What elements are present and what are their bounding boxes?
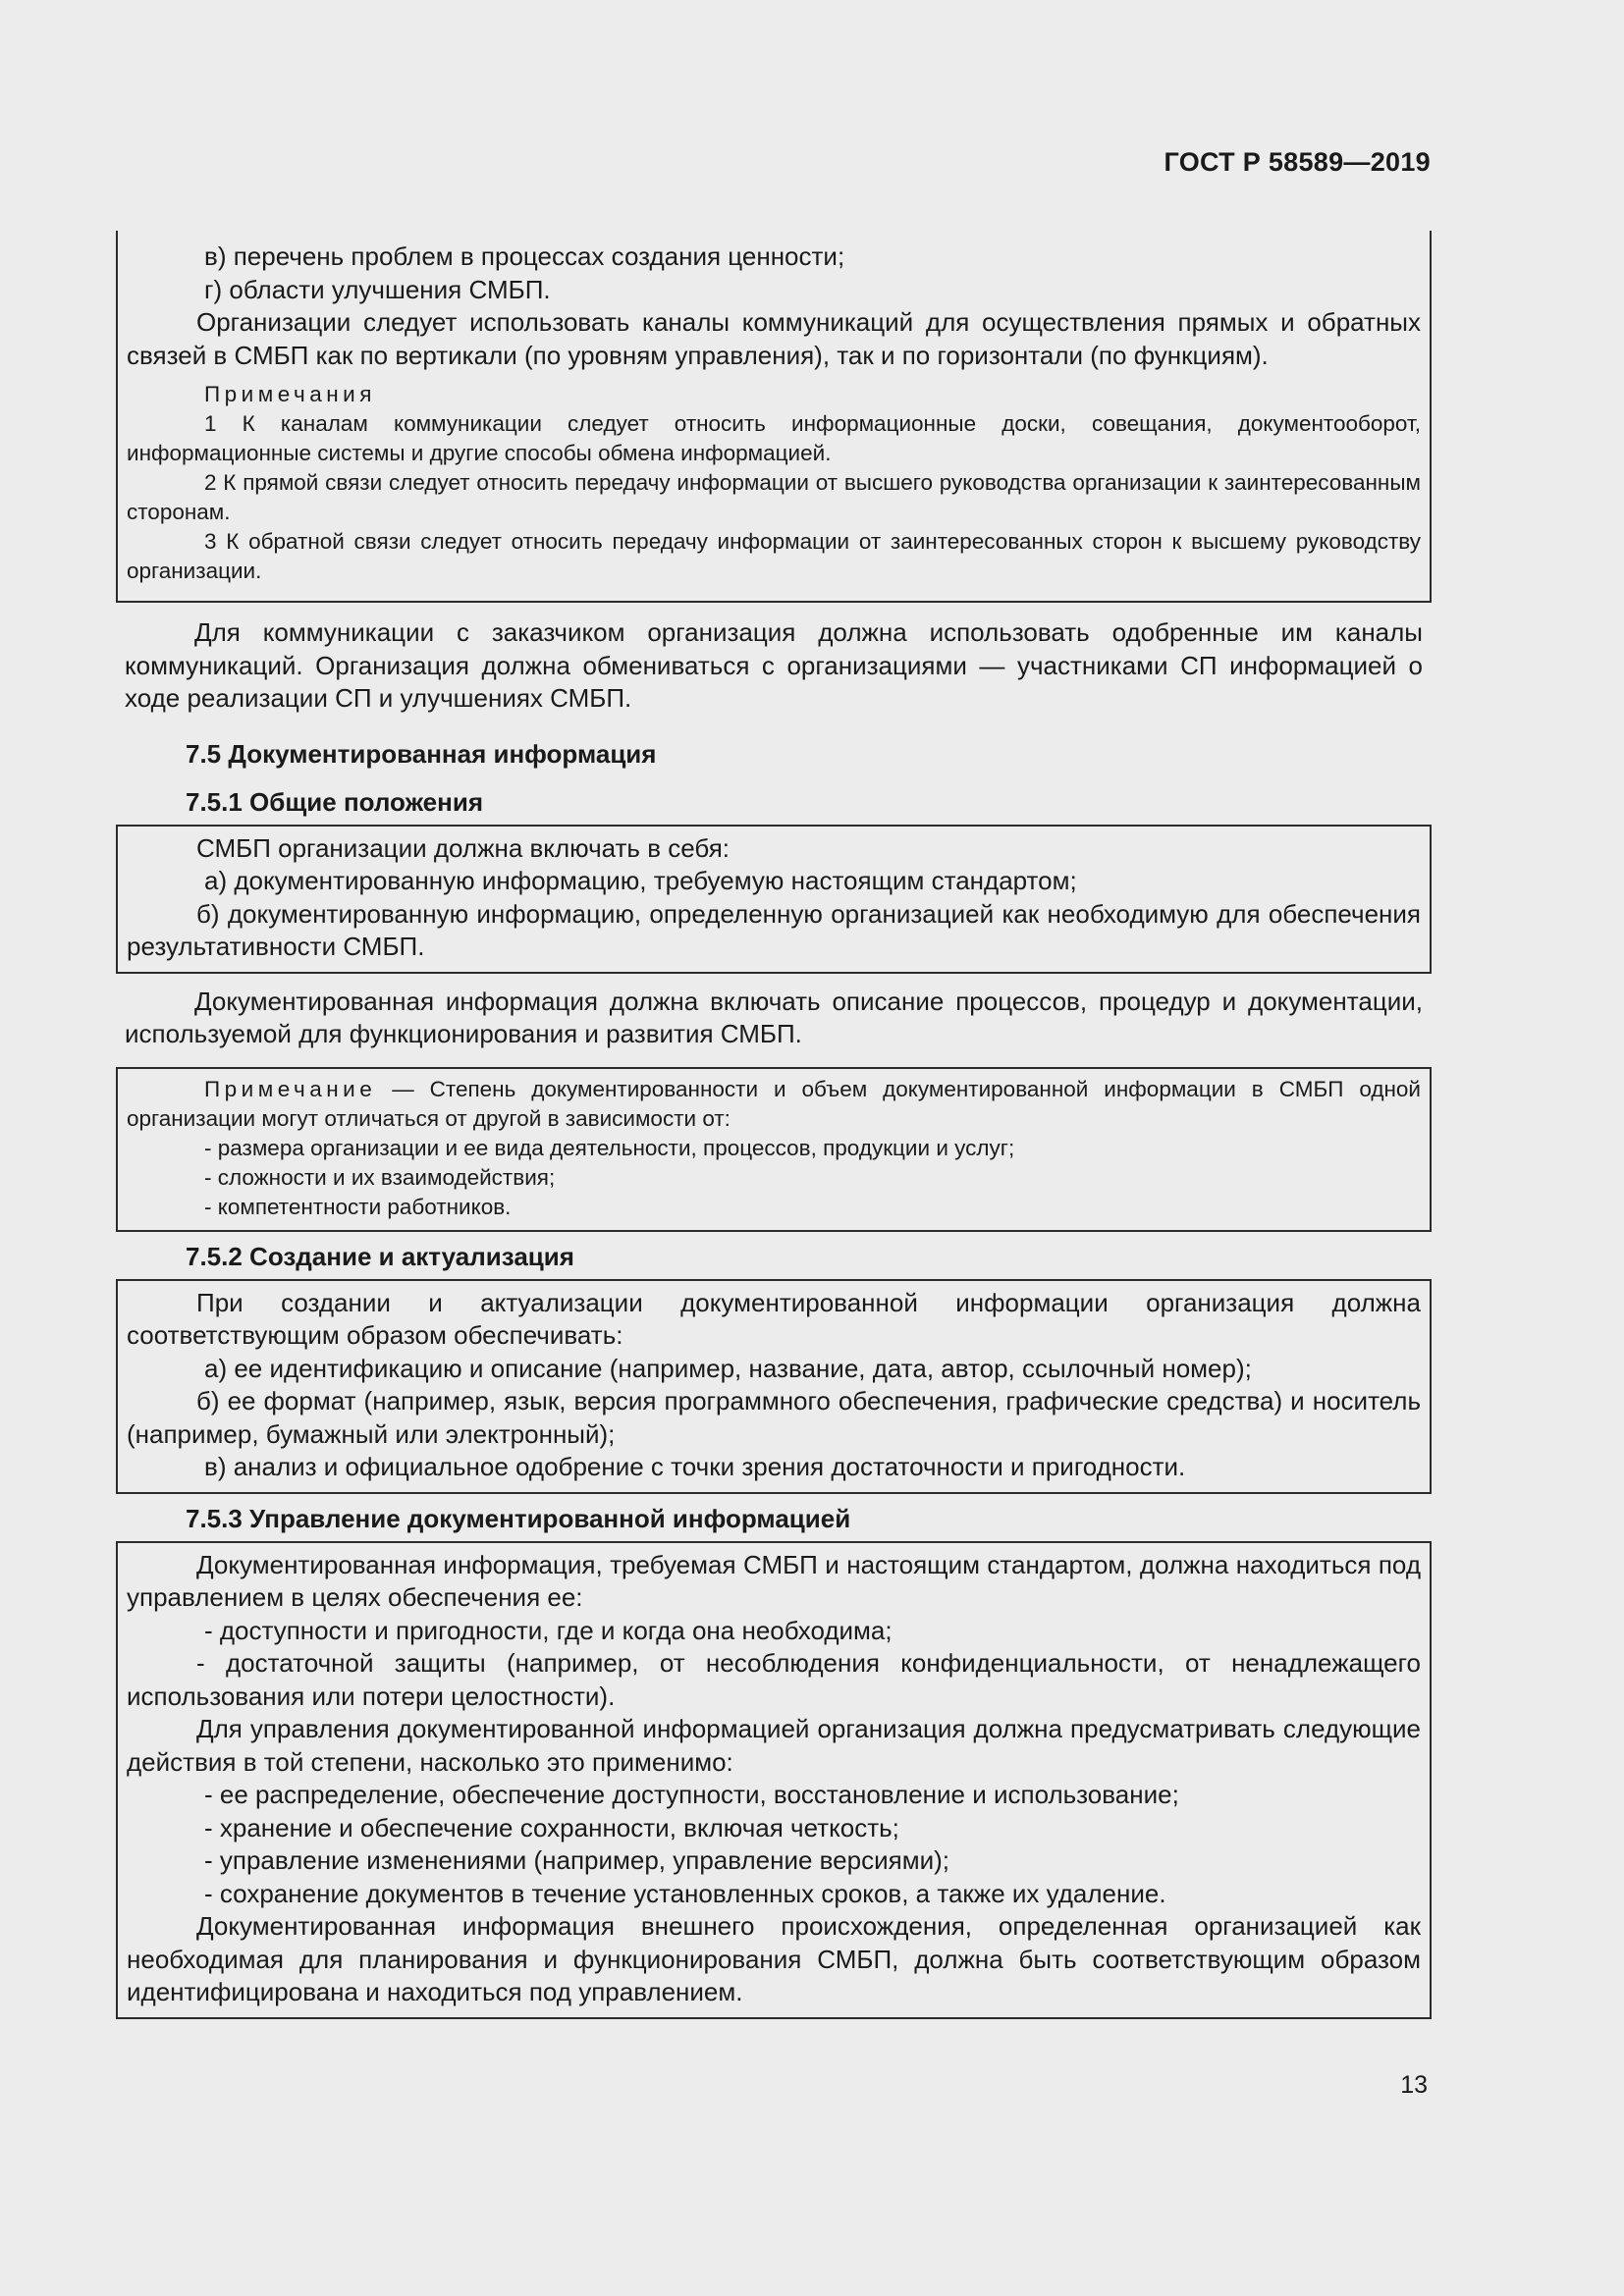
list-item: в) анализ и официальное одобрение с точки зрения достаточности и пригодности. — [204, 1452, 1186, 1481]
requirement-box-general — [116, 825, 1432, 974]
paragraph: Для управления документированной информацией организация должна предусматривать следующие действия в той степени, насколько это применимо: — [127, 1714, 1421, 1777]
list-item: в) перечень проблем в процессах создания ценности; — [204, 241, 845, 271]
requirement-box-control — [116, 1541, 1432, 2019]
list-item: - компетентности работников. — [204, 1194, 512, 1219]
list-item: б) ее формат (например, язык, версия программного обеспечения, графические средства) и носитель (например, бумажный или электронный); — [127, 1386, 1421, 1449]
paragraph-docinfo: Документированная информация должна включать описание процессов, процедур и документации, используемой для функционирования и развития СМБП. — [125, 986, 1423, 1048]
requirement-box-creation — [116, 1279, 1432, 1494]
list-item: - сложности и их взаимодействия; — [204, 1164, 556, 1190]
note-box — [116, 1067, 1432, 1232]
list-item: г) области улучшения СМБП. — [204, 274, 551, 304]
paragraph: Организации следует использовать каналы коммуникаций для осуществления прямых и обратных связей в СМБП как по вертикали (по уровням управления), так и по горизонтали (по функциям). — [127, 307, 1421, 370]
paragraph: СМБП организации должна включать в себя: — [196, 832, 731, 863]
list-item: - ее распределение, обеспечение доступности, восстановление и использование; — [204, 1780, 1179, 1809]
page-number: 13 — [1400, 2071, 1428, 2099]
document-code: ГОСТ Р 58589—2019 — [1164, 147, 1431, 177]
requirement-box-communications — [116, 231, 1432, 603]
notes-title: Примечания — [204, 382, 376, 406]
list-item: б) документированную информацию, определенную организацией как необходимую для обеспечения результативности СМБП. — [127, 898, 1421, 961]
list-item: - достаточной защиты (например, от несоблюдения конфиденциальности, от ненадлежащего использования или потери целостности). — [127, 1648, 1421, 1711]
paragraph-customer: Для коммуникации с заказчиком организация должна использовать одобренные им каналы коммуникаций. Организация должна обмениваться с организациями — участниками СП информацией о ходе реализации СП и улучшениях СМБП. — [125, 617, 1423, 713]
list-item: а) ее идентификацию и описание (например, название, дата, автор, ссылочный номер); — [204, 1353, 1252, 1383]
note-text — [127, 1075, 1421, 1134]
note-1: 1 К каналам коммуникации следует относить информационные доски, совещания, документооборот, информационные системы и другие способы обмена информацией. — [127, 411, 1421, 465]
note-label: Примечание — [204, 1076, 377, 1101]
paragraph: При создании и актуализации документированной информации организация должна соответствующим образом обеспечивать: — [127, 1287, 1421, 1350]
note-2: 2 К прямой связи следует относить передачу информации от высшего руководства организации к заинтересованным сторонам. — [127, 470, 1421, 524]
list-item: - управление изменениями (например, управление версиями); — [204, 1845, 949, 1875]
section-heading-7-5: 7.5 Документированная информация — [186, 738, 657, 769]
list-item: - доступности и пригодности, где и когда она необходима; — [204, 1615, 893, 1645]
note-3: 3 К обратной связи следует относить передачу информации от заинтересованных сторон к высшему руководству организации. — [127, 529, 1421, 583]
note-body: — Степень документированности и объем документированной информации в СМБП одной организации могут отличаться от другой в зависимости от: — [127, 1076, 1421, 1131]
section-heading-7-5-1: 7.5.1 Общие положения — [186, 786, 483, 817]
section-heading-7-5-2: 7.5.2 Создание и актуализация — [186, 1241, 574, 1271]
list-item: - размера организации и ее вида деятельности, процессов, продукции и услуг; — [204, 1135, 1015, 1160]
list-item: - сохранение документов в течение установленных сроков, а также их удаление. — [204, 1878, 1166, 1908]
paragraph: Документированная информация внешнего происхождения, определенная организацией как необходимая для планирования и функционирования СМБП, должна быть соответствующим образом идентифицирована и находиться под управлением. — [127, 1911, 1421, 2006]
section-heading-7-5-3: 7.5.3 Управление документированной информацией — [186, 1503, 851, 1533]
page-content — [116, 231, 1432, 2019]
list-item: - хранение и обеспечение сохранности, включая четкость; — [204, 1812, 899, 1842]
paragraph: Документированная информация, требуемая СМБП и настоящим стандартом, должна находиться под управлением в целях обеспечения ее: — [127, 1549, 1421, 1612]
list-item: а) документированную информацию, требуемую настоящим стандартом; — [204, 866, 1077, 895]
